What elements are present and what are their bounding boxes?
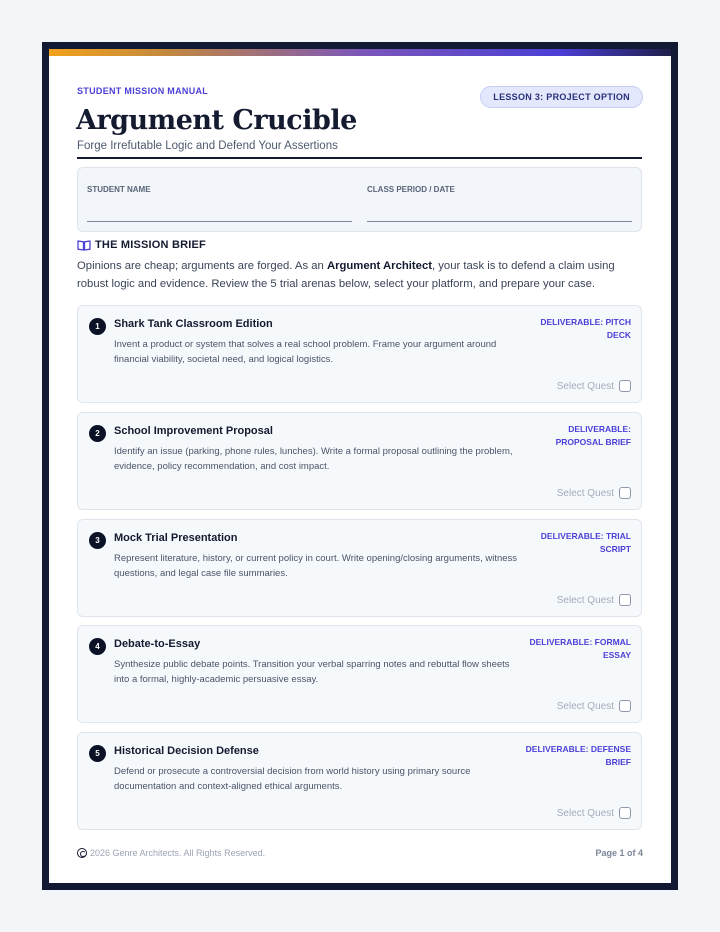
quest-description: Invent a product or system that solves a real school problem. Frame your argument around financial viability, societal need, and logical logistics. bbox=[114, 339, 497, 365]
page-title: Argument Crucible bbox=[76, 105, 357, 136]
quest-number-badge: 4 bbox=[89, 638, 106, 655]
quest-number-badge: 1 bbox=[89, 318, 106, 335]
quest-title: Mock Trial Presentation bbox=[114, 532, 238, 544]
select-quest-control[interactable] bbox=[557, 380, 631, 392]
quest-deliverable: DELIVERABLE: FORMAL ESSAY bbox=[529, 637, 631, 660]
select-quest-label: Select Quest bbox=[556, 380, 614, 392]
mission-brief-heading bbox=[77, 239, 206, 251]
select-quest-control[interactable] bbox=[557, 594, 631, 606]
select-quest-checkbox[interactable] bbox=[619, 807, 631, 819]
quest-number-badge: 2 bbox=[89, 425, 106, 442]
select-quest-checkbox[interactable] bbox=[619, 700, 631, 712]
student-name-label: STUDENT NAME bbox=[87, 185, 151, 194]
select-quest-label: Select Quest bbox=[556, 807, 614, 819]
quest-title: Debate-to-Essay bbox=[114, 638, 201, 650]
open-book-icon bbox=[77, 239, 91, 251]
argument-architect-emphasis: Argument Architect bbox=[326, 260, 432, 272]
worksheet-page bbox=[49, 49, 671, 883]
student-name-field[interactable] bbox=[87, 221, 352, 222]
mission-brief-text: Opinions are cheap; arguments are forged. As an Argument Architect, your task is to defend a claim using robust logic and evidence. Review the 5 trial arenas below, select your platform, and prepare your case. bbox=[77, 260, 615, 290]
quest-deliverable: DELIVERABLE: DEFENSE BRIEF bbox=[525, 744, 631, 767]
quest-description: Identify an issue (parking, phone rules, lunches). Write a formal proposal outlining the problem, evidence, policy recommendation, and cost impact. bbox=[114, 446, 513, 472]
select-quest-checkbox[interactable] bbox=[619, 487, 631, 499]
quest-deliverable: DELIVERABLE: PITCH DECK bbox=[540, 317, 631, 340]
select-quest-label: Select Quest bbox=[556, 700, 614, 712]
quest-card bbox=[77, 305, 642, 403]
quest-card bbox=[77, 519, 642, 617]
quest-number-badge: 5 bbox=[89, 745, 106, 762]
page-frame bbox=[42, 42, 678, 890]
select-quest-control[interactable] bbox=[557, 807, 631, 819]
manual-eyebrow: STUDENT MISSION MANUAL bbox=[77, 86, 209, 96]
quest-description: Synthesize public debate points. Transition your verbal sparring notes and rebuttal flow sheets into a formal, highly-academic persuasive essay. bbox=[114, 659, 510, 685]
mission-brief-title: THE MISSION BRIEF bbox=[95, 239, 206, 251]
quest-number-badge: 3 bbox=[89, 532, 106, 549]
class-period-label: CLASS PERIOD / DATE bbox=[367, 185, 455, 194]
title-divider bbox=[77, 157, 642, 159]
select-quest-control[interactable] bbox=[557, 700, 631, 712]
quest-description: Represent literature, history, or current policy in court. Write opening/closing arguments, witness questions, and legal case file summaries. bbox=[114, 553, 518, 579]
class-period-field[interactable] bbox=[367, 221, 632, 222]
quest-card bbox=[77, 412, 642, 510]
quest-title: Historical Decision Defense bbox=[114, 745, 259, 757]
quest-card bbox=[77, 625, 642, 723]
quest-deliverable: DELIVERABLE: PROPOSAL BRIEF bbox=[555, 424, 631, 447]
gradient-accent-bar bbox=[49, 49, 671, 56]
page-number: Page 1 of 4 bbox=[595, 848, 643, 858]
lesson-badge: LESSON 3: PROJECT OPTION bbox=[480, 86, 643, 108]
quest-title: School Improvement Proposal bbox=[114, 425, 273, 437]
quest-description: Defend or prosecute a controversial decision from world history using primary source documentation and context-aligned ethical arguments. bbox=[114, 766, 471, 792]
select-quest-control[interactable] bbox=[557, 487, 631, 499]
footer-copyright: 2026 Genre Architects. All Rights Reserved. bbox=[77, 848, 265, 858]
select-quest-checkbox[interactable] bbox=[619, 594, 631, 606]
select-quest-label: Select Quest bbox=[556, 594, 614, 606]
select-quest-label: Select Quest bbox=[556, 487, 614, 499]
student-info-box bbox=[77, 167, 642, 232]
quest-card bbox=[77, 732, 642, 830]
quest-deliverable: DELIVERABLE: TRIAL SCRIPT bbox=[540, 531, 631, 554]
select-quest-checkbox[interactable] bbox=[619, 380, 631, 392]
copyright-icon bbox=[77, 848, 87, 858]
page-subtitle: Forge Irrefutable Logic and Defend Your Assertions bbox=[77, 140, 338, 152]
quest-title: Shark Tank Classroom Edition bbox=[114, 318, 273, 330]
